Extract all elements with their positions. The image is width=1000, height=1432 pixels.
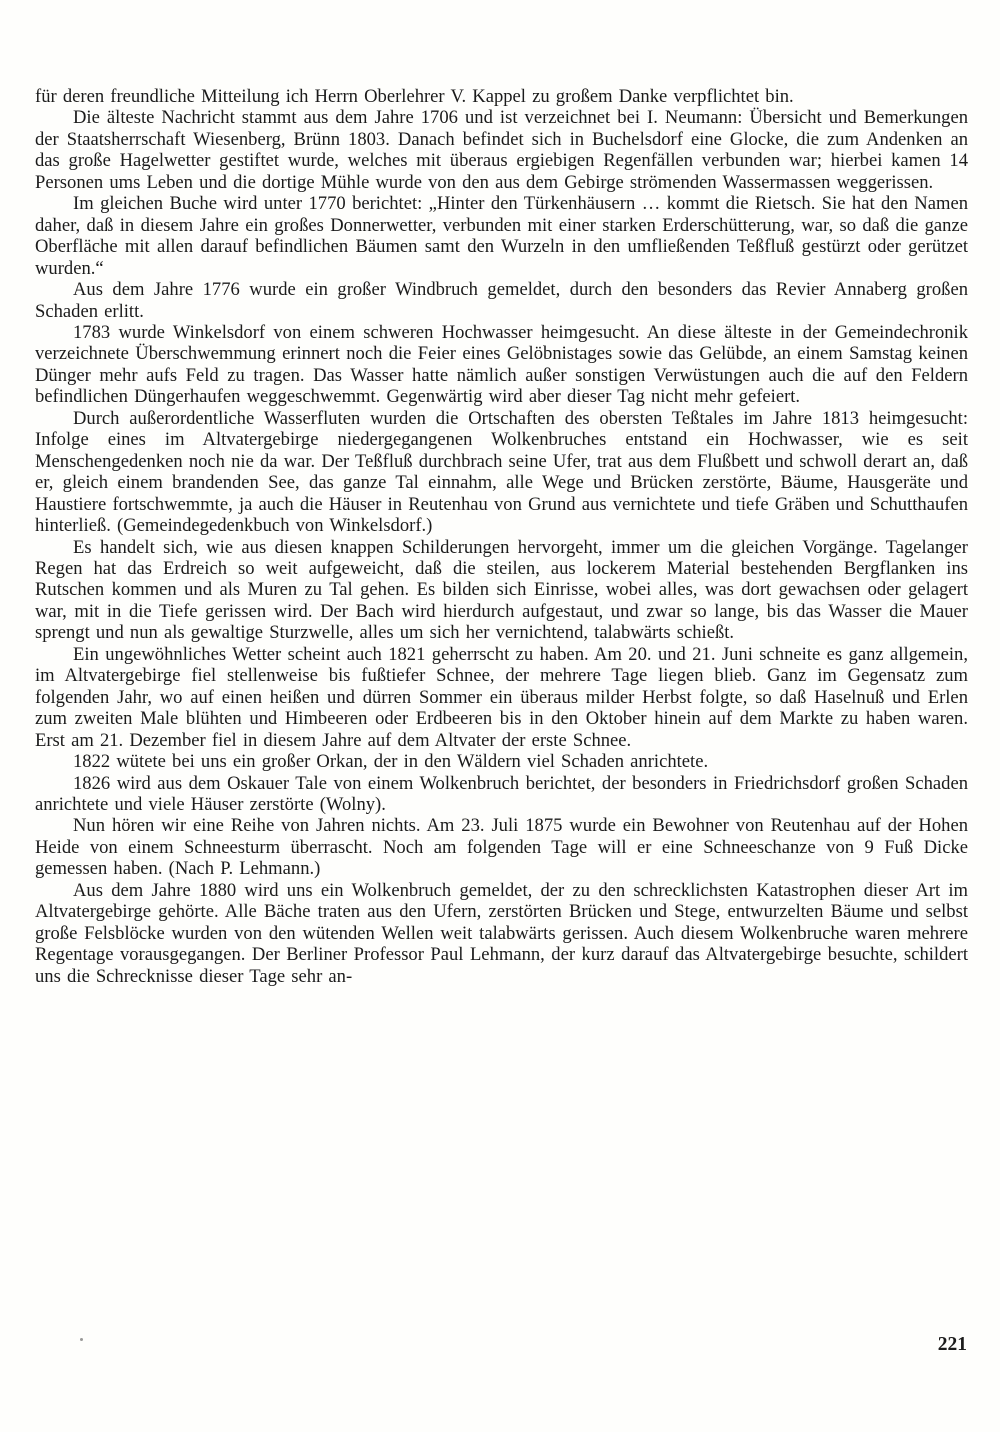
body-text (35, 86, 968, 987)
scan-artifact-dot (80, 1338, 83, 1341)
paragraph: Durch außerordentliche Wasserfluten wurden die Ortschaften des obersten Teßtales im Jahre 1813 heimgesucht: Infolge eines im Altvatergebirge niedergegangenen Wolkenbruches entstand ein Hochwasser, wie es seit Menschengedenken noch nie da war. Der Teßfluß durchbrach seine Ufer, trat aus dem Flußbett und schwoll derart an, daß er, gleich einem brandenden See, das ganze Tal einnahm, alle Wege und Brücken zerstörte, Bäume, Hausgeräte und Haustiere fortschwemmte, ja auch die Häuser in Reutenhau von Grund aus vernichtete und tiefe Gräben und Schutthaufen hinterließ. (Gemeindegedenkbuch von Winkelsdorf.) (35, 407, 968, 537)
paragraph: 1826 wird aus dem Oskauer Tale von einem Wolkenbruch berichtet, der besonders in Friedrichsdorf großen Schaden anrichtete und viele Häuser zerstörte (Wolny). (35, 772, 968, 815)
paragraph: Die älteste Nachricht stammt aus dem Jahre 1706 und ist verzeichnet bei I. Neumann: Übersicht und Bemerkungen der Staatsherrschaft Wiesenberg, Brünn 1803. Danach befindet sich in Buchelsdorf eine Glocke, die zum Andenken an das große Hagelwetter gestiftet wurde, welches mit überaus ergiebigen Regenfällen verbunden war; hierbei kamen 14 Personen ums Leben und die dortige Mühle wurde von den aus dem Gebirge strömenden Wassermassen weggerissen. (35, 107, 968, 193)
paragraph: 1783 wurde Winkelsdorf von einem schweren Hochwasser heimgesucht. An diese älteste in der Gemeindechronik verzeichnete Überschwemmung erinnert noch die Feier eines Gelöbnistages sowie das Gelübde, an einem Samstag keinen Dünger mehr aufs Feld zu tragen. Das Wasser hatte nämlich außer sonstigen Verwüstungen auch die auf den Feldern befindlichen Düngerhaufen weggeschwemmt. Gegenwärtig wird aber dieser Tag nicht mehr gefeiert. (35, 321, 968, 408)
paragraph: Es handelt sich, wie aus diesen knappen Schilderungen hervorgeht, immer um die gleichen Vorgänge. Tagelanger Regen hat das Erdreich so weit aufgeweicht, daß die steilen, aus lockerem Material bestehenden Bergflanken ins Rutschen kommen und als Muren zu Tal gehen. Es bilden sich Einrisse, wobei alles, was dort gewachsen oder gelagert war, mit in die Tiefe gerissen wird. Der Bach wird hierdurch aufgestaut, und zwar so lange, bis das Wasser die Mauer sprengt und nun als gewaltige Sturzwelle, alles um sich her vernichtend, talabwärts schießt. (35, 536, 968, 644)
paragraph: Ein ungewöhnliches Wetter scheint auch 1821 geherrscht zu haben. Am 20. und 21. Juni schneite es ganz allgemein, im Altvatergebirge fiel stellenweise bis fußtiefer Schnee, der mehrere Tage liegen blieb. Ganz im Gegensatz zum folgenden Jahr, wo auf einen heißen und dürren Sommer ein überaus milder Herbst folgte, so daß Haselnuß und Erlen zum zweiten Male blühten und Himbeeren oder Erdbeeren bis in den Oktober hinein auf dem Markte zu haben waren. Erst am 21. Dezember fiel in diesem Jahre auf dem Altvater der erste Schnee. (35, 643, 968, 751)
paragraph: Nun hören wir eine Reihe von Jahren nichts. Am 23. Juli 1875 wurde ein Bewohner von Reutenhau auf der Hohen Heide von einem Schneesturm überrascht. Noch am folgenden Tage will er eine Schneeschanze von 9 Fuß Dicke gemessen haben. (Nach P. Lehmann.) (35, 815, 968, 880)
paragraph: 1822 wütete bei uns ein großer Orkan, der in den Wäldern viel Schaden anrichtete. (73, 751, 709, 773)
paragraph: Aus dem Jahre 1776 wurde ein großer Windbruch gemeldet, durch den besonders das Revier Annaberg großen Schaden erlitt. (35, 279, 968, 322)
page-number: 221 (937, 1334, 967, 1355)
paragraph: für deren freundliche Mitteilung ich Herrn Oberlehrer V. Kappel zu großem Danke verpflichtet bin. (35, 86, 794, 107)
paragraph: Aus dem Jahre 1880 wird uns ein Wolkenbruch gemeldet, der zu den schrecklichsten Katastrophen dieser Art im Altvatergebirge gehörte. Alle Bäche traten aus den Ufern, zerstörten Brücken und Stege, entwurzelten Bäume und selbst große Felsblöcke wurden von den wütenden Wellen weit talabwärts gerissen. Auch diesem Wolkenbruche waren mehrere Regentage vorausgegangen. Der Berliner Professor Paul Lehmann, der kurz darauf das Altvatergebirge besuchte, schildert uns die Schrecknisse dieser Tage sehr an- (35, 879, 968, 987)
paragraph: Im gleichen Buche wird unter 1770 berichtet: „Hinter den Türkenhäusern … kommt die Rietsch. Sie hat den Namen daher, daß in diesem Jahre ein großes Donnerwetter, verbunden mit einer starken Erderschütterung, war, so daß die ganze Oberfläche mit allen darauf befindlichen Bäumen samt den Wurzeln in den umfließenden Teßfluß gestürzt oder gerützet wurden.“ (35, 193, 968, 279)
